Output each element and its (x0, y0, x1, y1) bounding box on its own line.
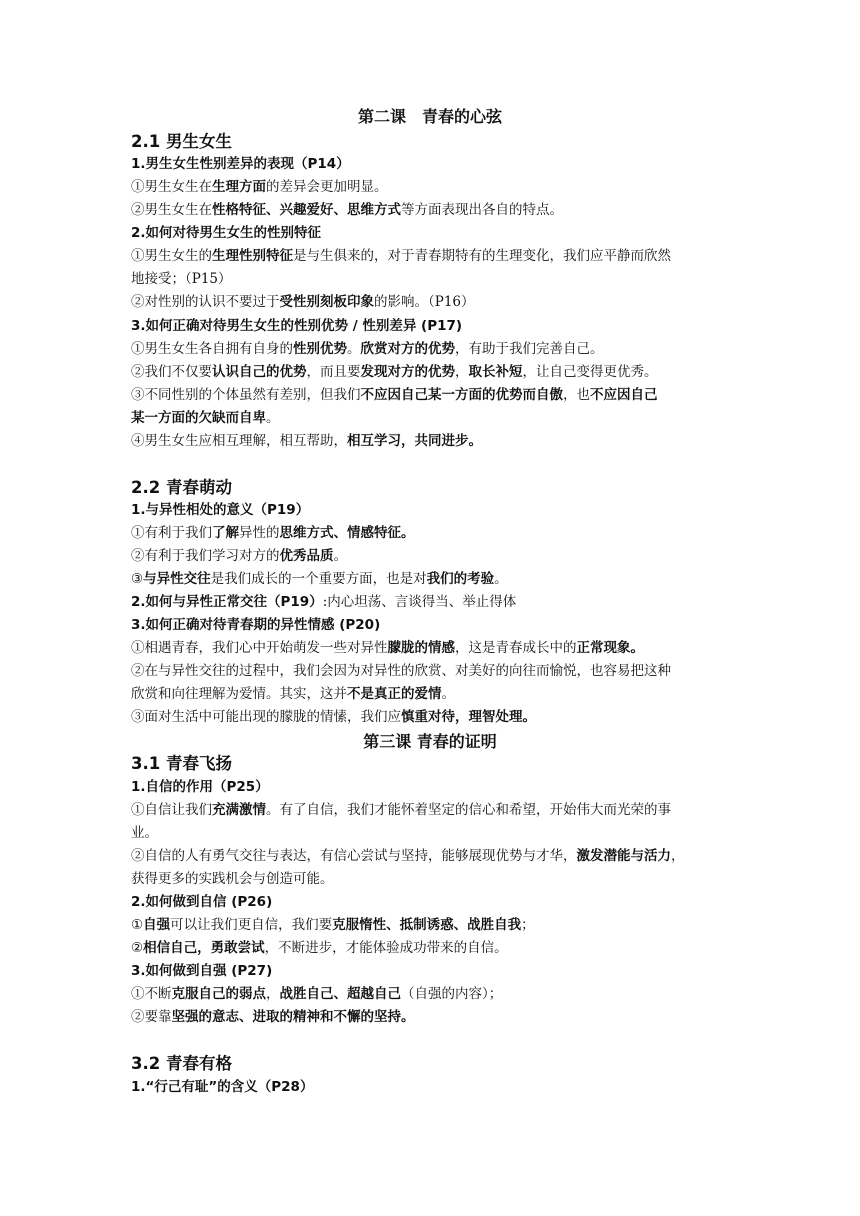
question-title: 3.如何正确对待男生女生的性别优势 / 性别差异 (P17) (131, 318, 463, 334)
question-title: 3.如何正确对待青春期的异性情感 (P20) (131, 617, 381, 633)
paragraph: ③不同性别的个体虽然有差别，但我们不应因自己某一方面的优势而自傲，也不应因自己 (131, 387, 658, 403)
paragraph-continued: 地接受；（P15） (131, 271, 232, 287)
question-title: 1.与异性相处的意义（P19） (131, 502, 310, 518)
paragraph: ②在与异性交往的过程中，我们会因为对异性的欣赏、对美好的向往而愉悦，也容易把这种 (131, 663, 671, 679)
question-title: 2.如何做到自信 (P26) (131, 894, 273, 910)
paragraph: ①男生女生的生理性别特征是与生俱来的，对于青春期特有的生理变化，我们应平静而欣然 (131, 248, 671, 264)
question-title: 2.如何对待男生女生的性别特征 (131, 225, 322, 241)
paragraph: ①相遇青春，我们心中开始萌发一些对异性朦胧的情感，这是青春成长中的正常现象。 (131, 640, 644, 656)
paragraph: ②有利于我们学习对方的优秀品质。 (131, 548, 347, 564)
paragraph: ①自信让我们充满激情。有了自信，我们才能怀着坚定的信心和希望，开始伟大而光荣的事 (131, 802, 671, 818)
paragraph: ①自强可以让我们更自信，我们要克服惰性、抵制诱惑、战胜自我； (131, 917, 535, 933)
paragraph-continued: 欣赏和向往理解为爱情。其实，这并不是真正的爱情。 (131, 686, 455, 702)
paragraph: ①男生女生各自拥有自身的性别优势。欣赏对方的优势，有助于我们完善自己。 (131, 341, 604, 357)
question-line: 2.如何与异性正常交往（P19）:内心坦荡、言谈得当、举止得体 (131, 594, 517, 610)
question-title: 1.男生女生性别差异的表现（P14） (131, 156, 350, 172)
paragraph-continued: 某一方面的欠缺而自卑。 (131, 410, 280, 426)
lesson-3-title: 第三课 青春的证明 (363, 732, 497, 751)
paragraph-continued: 获得更多的实践机会与创造可能。 (131, 871, 334, 887)
question-title: 1.自信的作用（P25） (131, 779, 269, 795)
question-title: 3.如何做到自强 (P27) (131, 963, 273, 979)
question-title: 1.“行己有耻”的含义（P28） (131, 1079, 314, 1095)
paragraph: ③面对生活中可能出现的朦胧的情愫，我们应慎重对待，理智处理。 (131, 709, 536, 725)
paragraph: ①有利于我们了解异性的思维方式、情感特征。 (131, 525, 415, 541)
section-3-2-heading: 3.2 青春有格 (131, 1054, 232, 1073)
paragraph: ②男生女生在性格特征、兴趣爱好、思维方式等方面表现出各自的特点。 (131, 202, 563, 218)
paragraph: ②自信的人有勇气交往与表达，有信心尝试与坚持，能够展现优势与才华，激发潜能与活力， (131, 848, 685, 864)
paragraph: ②对性别的认识不要过于受性别刻板印象的影响。（P16） (131, 294, 475, 310)
paragraph: ②要靠坚强的意志、进取的精神和不懈的坚持。 (131, 1009, 415, 1025)
paragraph: ②相信自己，勇敢尝试，不断进步，才能体验成功带来的自信。 (131, 940, 508, 956)
section-2-1-heading: 2.1 男生女生 (131, 132, 232, 151)
paragraph: ②我们不仅要认识自己的优势，而且要发现对方的优势，取长补短，让自己变得更优秀。 (131, 364, 658, 380)
paragraph: ①男生女生在生理方面的差异会更加明显。 (131, 179, 388, 195)
paragraph: ④男生女生应相互理解，相互帮助，相互学习，共同进步。 (131, 433, 482, 449)
lesson-2-title: 第二课 青春的心弦 (357, 107, 502, 126)
paragraph-continued: 业。 (131, 825, 158, 841)
section-2-2-heading: 2.2 青春萌动 (131, 478, 232, 497)
section-3-1-heading: 3.1 青春飞扬 (131, 754, 232, 773)
paragraph: ①不断克服自己的弱点，战胜自己、超越自己（自强的内容）； (131, 986, 503, 1002)
paragraph: ③与异性交往是我们成长的一个重要方面，也是对我们的考验。 (131, 571, 508, 587)
